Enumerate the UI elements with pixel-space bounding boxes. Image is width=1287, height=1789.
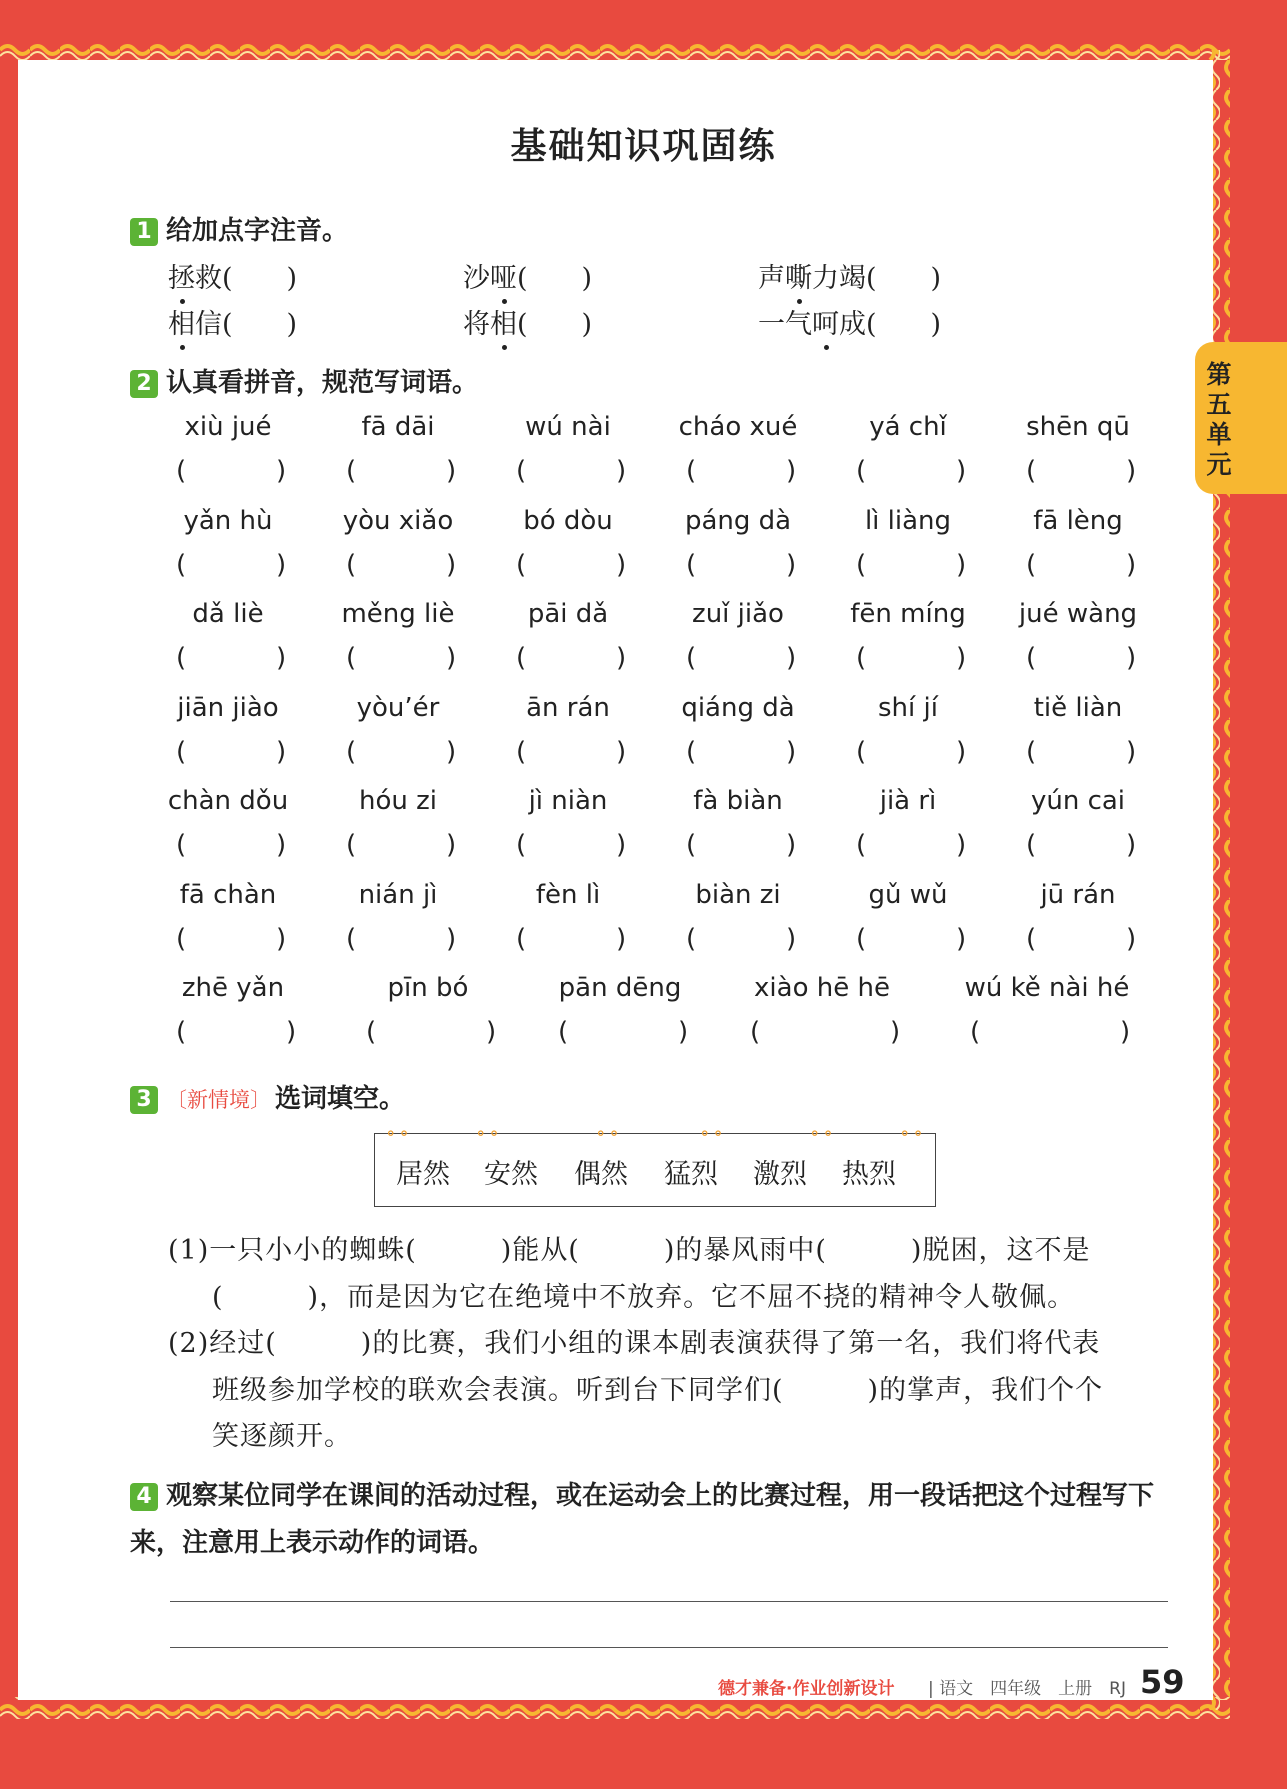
answer-paren-close[interactable]: ) [1126,456,1137,486]
pinyin-text: hóu zi [359,786,437,816]
answer-paren-open[interactable]: ( [516,923,527,954]
answer-line[interactable] [170,1647,1168,1648]
binder-ring-icon: ⚬⚬ [808,1124,835,1143]
binder-ring-icon: ⚬⚬ [594,1124,621,1143]
item-text: 声 [758,263,785,294]
answer-paren-open[interactable]: ( [366,1017,377,1047]
answer-paren-open[interactable]: ( [176,643,187,673]
pinyin-text: bó dòu [523,505,613,536]
unit-tab-label: 第五单元 [1206,360,1232,479]
answer-paren-close[interactable]: ) [446,456,457,486]
answer-paren-close[interactable]: ) [446,549,457,580]
binder-ring-icon: ⚬⚬ [898,1124,925,1143]
question-3 [130,1078,405,1115]
answer-paren-close[interactable]: ) [486,1017,497,1047]
answer-paren-open[interactable]: ( [346,923,357,954]
answer-paren-open[interactable]: ( [750,1017,761,1047]
pinyin-item [168,302,297,341]
question-1 [130,210,348,247]
pinyin-text: páng dà [684,505,792,536]
question-instruction: 选词填空。 [275,1084,406,1114]
answer-paren-open[interactable]: ( [1026,830,1037,860]
pinyin-text: jū rán [1040,879,1116,910]
pinyin-item [463,302,592,341]
answer-paren-open[interactable]: ( [856,456,867,486]
item-text: ( ) [517,309,593,340]
answer-paren-close[interactable]: ) [956,736,967,767]
dotted-char: 拯 [168,263,195,294]
pinyin-text: fà biàn [693,786,783,816]
pinyin-text: pāi dǎ [527,599,609,629]
answer-paren-open[interactable]: ( [558,1017,569,1047]
dotted-char: 呵 [812,309,839,340]
pinyin-text: cháo xué [678,412,798,442]
footer-info: | 语文 四年级 上册 RJ [928,1679,1126,1699]
question-number: 3 [130,1086,158,1114]
answer-paren-close[interactable]: ) [1126,549,1137,580]
pinyin-text: jué wàng [1018,599,1138,629]
pinyin-item [758,256,941,295]
answer-paren-open[interactable]: ( [686,456,697,486]
answer-paren-close[interactable]: ) [956,456,967,486]
answer-paren-close[interactable]: ) [786,830,797,860]
pinyin-text: tiě liàn [1033,692,1123,723]
binder-ring-icon: ⚬⚬ [384,1124,411,1143]
answer-paren-open[interactable]: ( [686,549,697,580]
pinyin-text: fèn lì [535,879,601,910]
binder-ring-icon: ⚬⚬ [474,1124,501,1143]
answer-paren-close[interactable]: ) [786,923,797,954]
pinyin-text: pān dēng [558,973,682,1003]
answer-paren-close[interactable]: ) [616,456,627,486]
answer-paren-open[interactable]: ( [176,456,187,486]
answer-paren-close[interactable]: ) [616,549,627,580]
answer-paren-open[interactable]: ( [856,830,867,860]
dotted-char: 相 [490,309,517,340]
fill-in-sentence: 笑逐颜开。 [212,1421,352,1452]
answer-paren-open[interactable]: ( [856,736,867,767]
question-instruction: 认真看拼音，规范写词语。 [166,368,479,398]
page-number: 59 [1140,1663,1185,1701]
answer-paren-open[interactable]: ( [176,923,187,954]
binder-ring-icon: ⚬⚬ [698,1124,725,1143]
pinyin-text: fā lèng [1033,505,1123,536]
answer-paren-open[interactable]: ( [176,549,187,580]
pinyin-item [168,256,297,295]
fill-in-sentence: (1)一只小小的蜘蛛( )能从( )的暴风雨中( )脱困，这不是 [168,1235,1091,1266]
pinyin-text: yǎn hù [183,505,273,536]
answer-paren-open[interactable]: ( [346,456,357,486]
answer-paren-close[interactable]: ) [616,830,627,860]
question-4 [130,1473,1170,1567]
fill-in-sentence: ( )，而是因为它在绝境中不放弃。它不屈不挠的精神令人敬佩。 [212,1282,1076,1313]
answer-paren-open[interactable]: ( [1026,549,1037,580]
fill-in-sentence: 班级参加学校的联欢会表演。听到台下同学们( )的掌声，我们个个 [212,1375,1104,1406]
item-text: 救( ) [195,263,298,294]
pinyin-text: shí jí [878,692,938,723]
answer-paren-close[interactable]: ) [956,830,967,860]
answer-paren-open[interactable]: ( [176,1017,187,1047]
item-text: 成( ) [839,309,942,340]
word-bank-item: 热烈 [842,1159,896,1190]
word-bank-item: 激烈 [753,1159,807,1190]
answer-paren-close[interactable]: ) [286,1017,297,1047]
pinyin-text: yòu xiǎo [342,505,454,536]
item-text: 沙 [463,263,490,294]
question-instruction: 给加点字注音。 [166,216,349,246]
answer-paren-open[interactable]: ( [516,736,527,767]
pinyin-item [758,302,941,341]
question-2 [130,362,478,399]
answer-paren-open[interactable]: ( [686,643,697,673]
answer-paren-close[interactable]: ) [616,923,627,954]
pinyin-text: fā dāi [361,412,435,442]
pinyin-text: wú nài [525,412,611,442]
answer-paren-close[interactable]: ) [276,830,287,860]
pinyin-text: shēn qū [1026,412,1130,442]
pinyin-text: yá chǐ [869,412,947,442]
pinyin-text: pīn bó [387,973,469,1003]
answer-paren-close[interactable]: ) [678,1017,689,1047]
pinyin-text: lì liàng [864,505,952,536]
answer-paren-open[interactable]: ( [346,830,357,860]
answer-paren-open[interactable]: ( [346,736,357,767]
pinyin-text: zuǐ jiǎo [692,599,784,629]
answer-paren-close[interactable]: ) [1126,830,1137,860]
answer-paren-open[interactable]: ( [516,549,527,580]
pinyin-text: měng liè [341,599,455,629]
answer-paren-close[interactable]: ) [786,456,797,486]
answer-paren-open[interactable]: ( [686,736,697,767]
word-bank-item: 安然 [484,1159,538,1190]
answer-paren-close[interactable]: ) [276,923,287,954]
question-number: 2 [130,370,158,398]
dotted-char: 相 [168,309,195,340]
question-instruction: 观察某位同学在课间的活动过程，或在运动会上的比赛过程，用一段话把这个过程写下来，注意用上表示动作的词语。 [130,1481,1155,1558]
answer-paren-close[interactable]: ) [786,549,797,580]
pinyin-text: biàn zi [695,879,781,910]
fill-in-sentence: (2)经过( )的比赛，我们小组的课本剧表演获得了第一名，我们将代表 [168,1328,1101,1359]
pinyin-text: jiān jiào [177,692,279,723]
answer-paren-open[interactable]: ( [516,456,527,486]
answer-paren-close[interactable]: ) [1120,1017,1131,1047]
pinyin-text: jì niàn [528,786,608,816]
word-bank-item: 居然 [396,1159,450,1190]
answer-paren-close[interactable]: ) [446,830,457,860]
pinyin-text: zhē yǎn [181,973,285,1003]
answer-paren-open[interactable]: ( [856,549,867,580]
answer-paren-open[interactable]: ( [1026,736,1037,767]
pinyin-text: yún cai [1030,786,1126,816]
dotted-char: 哑 [490,263,517,294]
answer-paren-close[interactable]: ) [890,1017,901,1047]
answer-paren-open[interactable]: ( [1026,643,1037,673]
answer-paren-close[interactable]: ) [1126,736,1137,767]
answer-paren-open[interactable]: ( [856,923,867,954]
pinyin-text: wú kě nài hé [964,973,1130,1003]
answer-paren-close[interactable]: ) [446,643,457,673]
word-bank-item: 猛烈 [664,1159,718,1190]
answer-paren-close[interactable]: ) [616,643,627,673]
pinyin-text: xiù jué [184,412,272,442]
pinyin-text: fēn míng [850,599,966,629]
dotted-char: 嘶 [785,263,812,294]
answer-paren-open[interactable]: ( [346,643,357,673]
answer-paren-close[interactable]: ) [276,456,287,486]
item-text: ( ) [517,263,593,294]
pinyin-text: yòu’ér [356,692,440,723]
item-text: 将 [463,309,490,340]
footer-brand: 德才兼备·作业创新设计 [718,1679,895,1699]
answer-paren-open[interactable]: ( [516,830,527,860]
answer-paren-close[interactable]: ) [956,549,967,580]
answer-paren-open[interactable]: ( [1026,456,1037,486]
answer-paren-open[interactable]: ( [176,830,187,860]
item-text: 力竭( ) [812,263,942,294]
pinyin-text: xiào hē hē [754,973,890,1003]
answer-paren-open[interactable]: ( [970,1017,981,1047]
answer-paren-open[interactable]: ( [516,643,527,673]
pinyin-text: nián jì [358,879,438,910]
answer-paren-close[interactable]: ) [276,643,287,673]
pinyin-text: dǎ liè [192,599,264,629]
item-text: 一气 [758,309,812,340]
answer-paren-close[interactable]: ) [1126,643,1137,673]
pinyin-text: jià rì [879,786,937,816]
answer-paren-close[interactable]: ) [956,923,967,954]
new-context-tag: 〔新情境〕 [166,1088,271,1112]
answer-line[interactable] [170,1601,1168,1602]
page-title: 基础知识巩固练 [510,126,777,167]
answer-paren-open[interactable]: ( [1026,923,1037,954]
question-number: 1 [130,218,158,246]
answer-paren-close[interactable]: ) [786,736,797,767]
pinyin-item [463,256,592,295]
word-bank-item: 偶然 [574,1159,628,1190]
answer-paren-close[interactable]: ) [276,549,287,580]
pinyin-text: gǔ wǔ [868,879,948,910]
pinyin-text: chàn dǒu [167,786,289,816]
item-text: 信( ) [195,309,298,340]
answer-paren-open[interactable]: ( [856,643,867,673]
pinyin-text: fā chàn [179,879,277,910]
answer-paren-open[interactable]: ( [686,830,697,860]
pinyin-text: qiáng dà [681,692,795,723]
answer-paren-open[interactable]: ( [176,736,187,767]
answer-paren-close[interactable]: ) [786,643,797,673]
answer-paren-close[interactable]: ) [1126,923,1137,954]
answer-paren-open[interactable]: ( [346,549,357,580]
pinyin-text: ān rán [526,692,610,723]
answer-paren-close[interactable]: ) [616,736,627,767]
answer-paren-open[interactable]: ( [686,923,697,954]
question-number: 4 [130,1483,158,1511]
answer-paren-close[interactable]: ) [956,643,967,673]
answer-paren-close[interactable]: ) [276,736,287,767]
answer-paren-close[interactable]: ) [446,736,457,767]
answer-paren-close[interactable]: ) [446,923,457,954]
